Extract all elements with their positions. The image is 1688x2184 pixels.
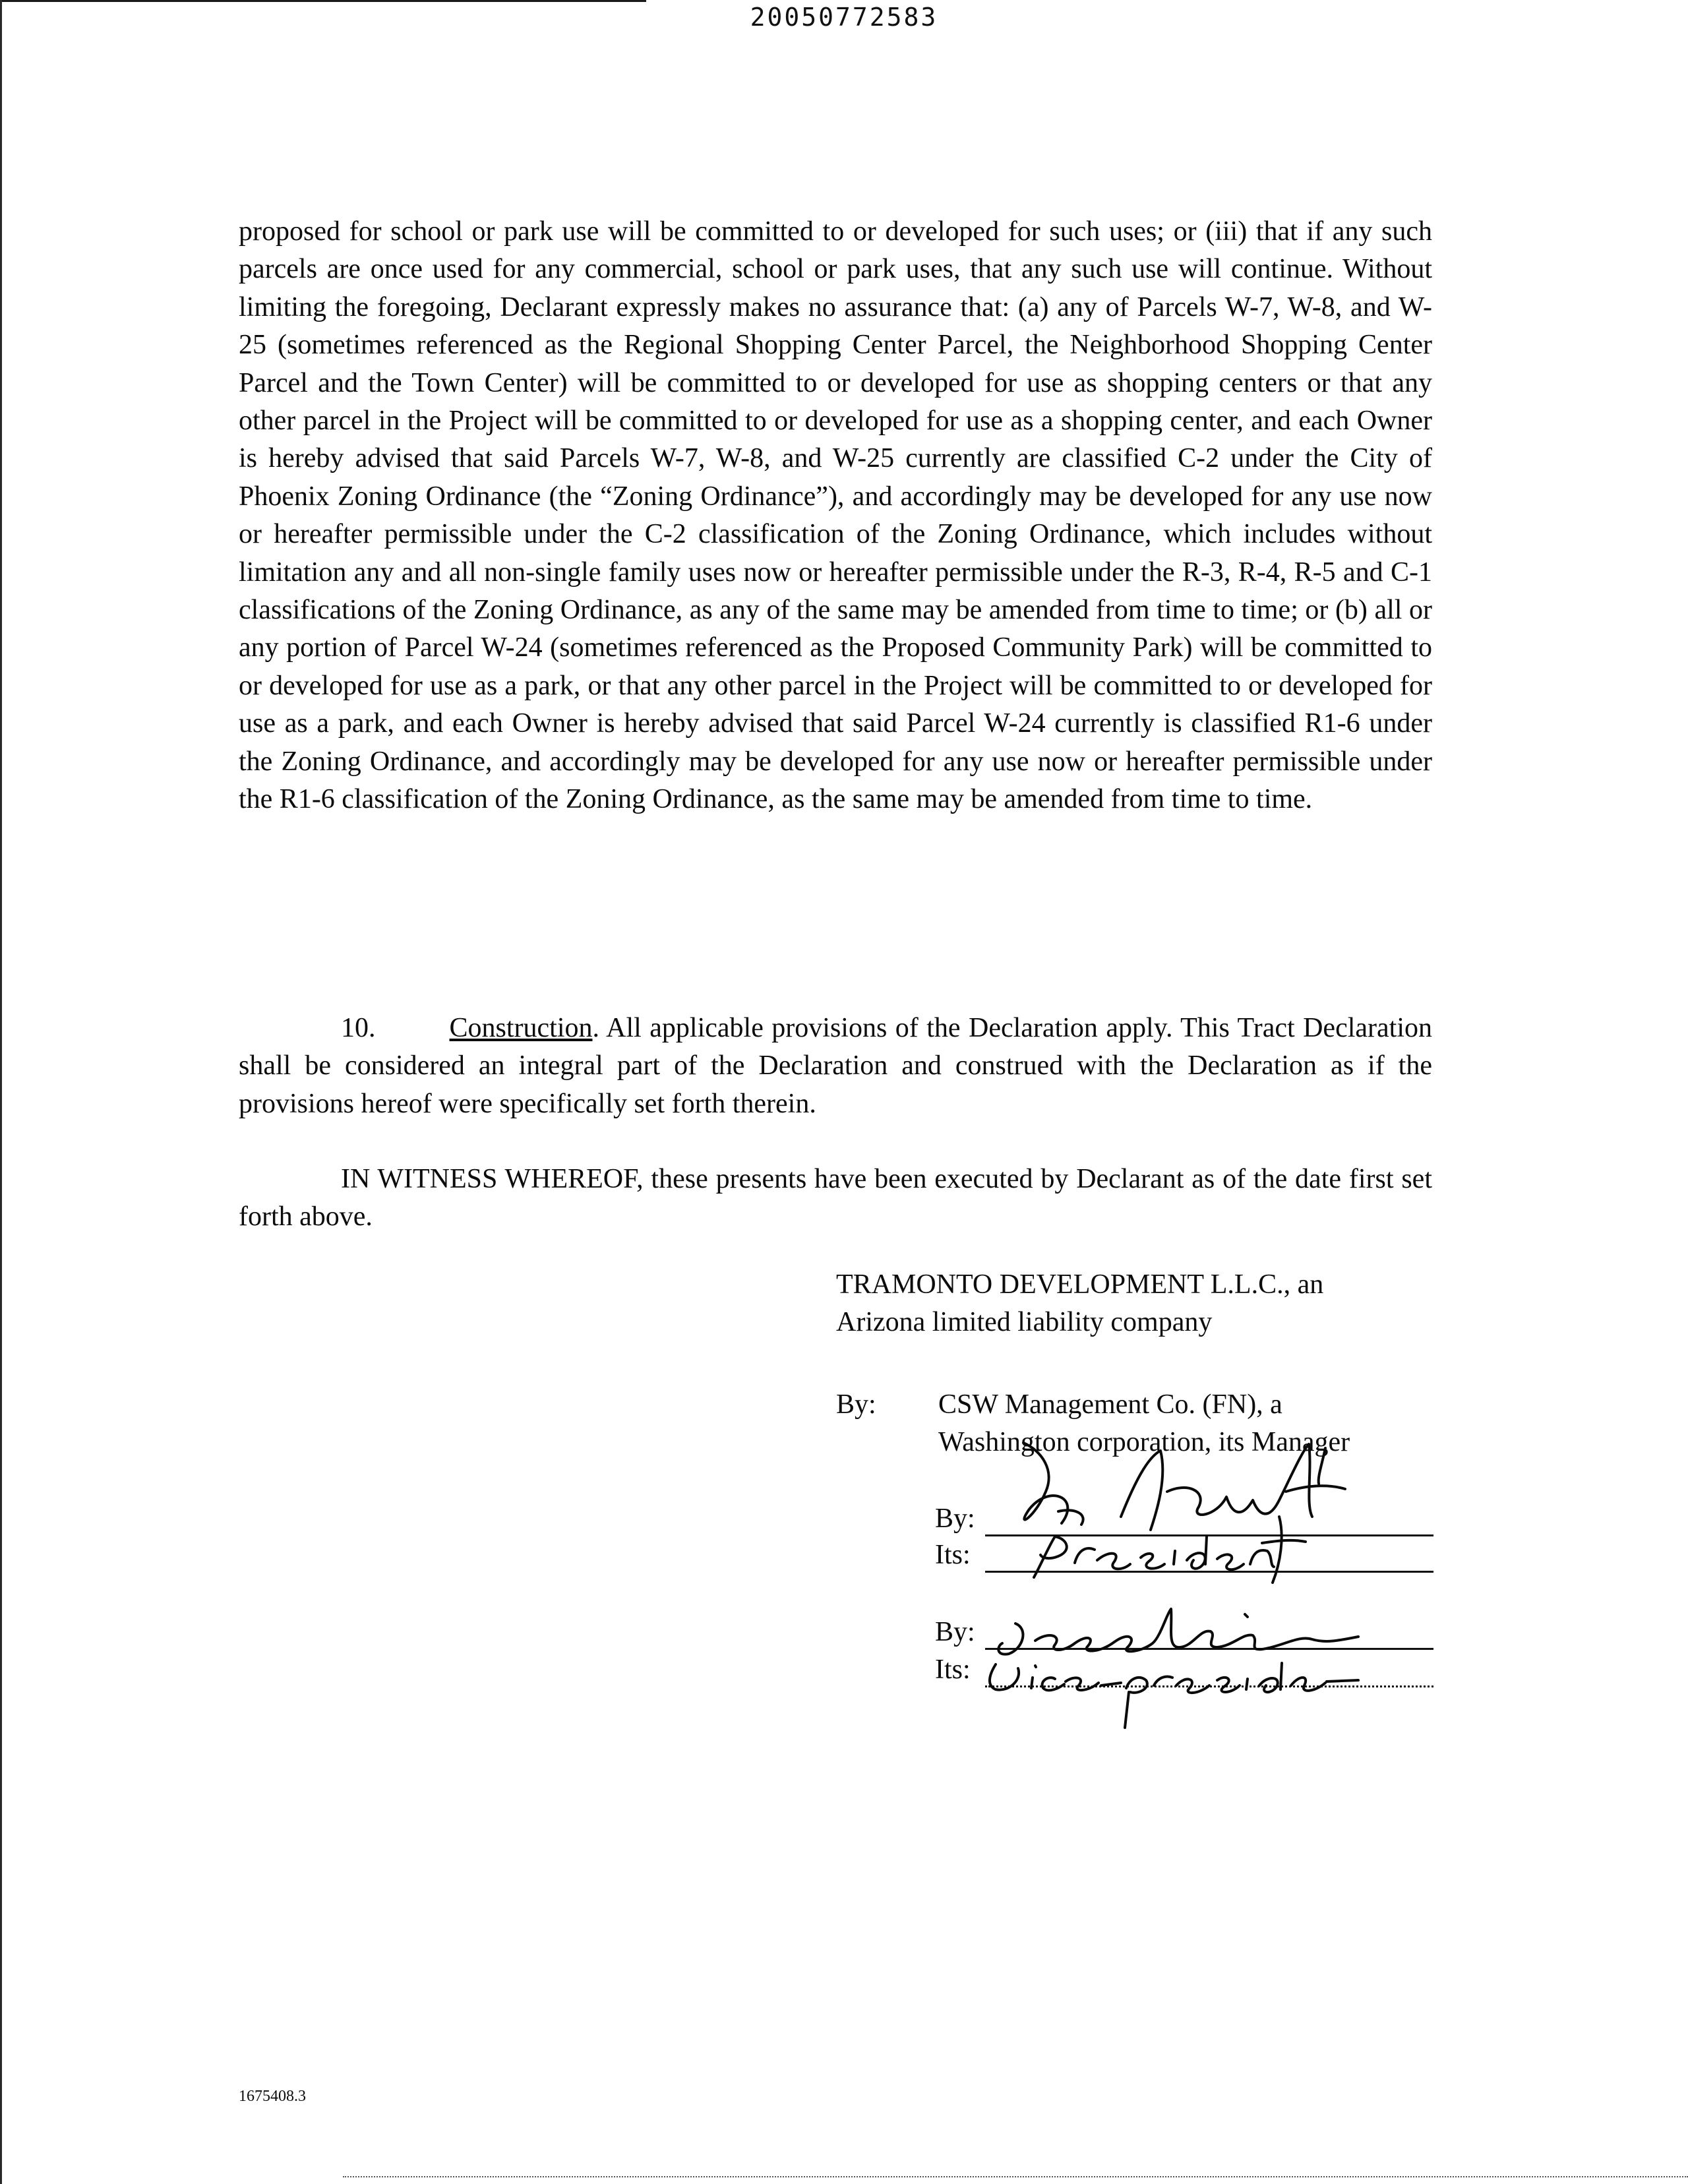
signer1-its-rule <box>985 1571 1433 1573</box>
by-label: By: <box>836 1389 876 1420</box>
section-number: 10. <box>341 1013 376 1043</box>
signer1-title-script <box>1034 1517 1306 1583</box>
scan-edge-left <box>0 0 2 2184</box>
document-id: 1675408.3 <box>239 2088 306 2105</box>
manager-name: CSW Management Co. (FN), a <box>938 1389 1282 1420</box>
company-description: Arizona limited liability company <box>836 1307 1213 1337</box>
signer2-title-script <box>990 1663 1358 1728</box>
signer1-by-rule <box>985 1534 1433 1536</box>
manager-block <box>938 1386 1532 1461</box>
recording-number: 20050772583 <box>750 3 938 32</box>
witness-clause: IN WITNESS WHEREOF, these presents have been executed by Declarant as of the date first set forth above. <box>239 1164 1432 1232</box>
signer2-by-label: By: <box>935 1617 975 1647</box>
scan-edge-bottom <box>343 2176 1688 2179</box>
scan-edge-top <box>0 0 646 2</box>
signer2-by-rule <box>985 1648 1433 1650</box>
signer2-its-label: Its: <box>935 1654 971 1685</box>
section-10-paragraph <box>239 1010 1432 1123</box>
signer1-by-label: By: <box>935 1503 975 1534</box>
continuation-paragraph: proposed for school or park use will be committed to or developed for such uses; or (iii) that if any such parcels are once used for any commercial, school or park uses, that any such use will continue. Without limiting the foregoing, Declarant expressly makes no assurance that: (a) any of Parcels W-7, W-8, and W-25 (sometimes referenced as the Regional Shopping Center Parcel, the Neighborhood Shopping Center Parcel and the Town Center) will be committed to or developed for use as shopping centers or that any other parcel in the Project will be committed to or developed for use as a shopping center, and each Owner is hereby advised that said Parcels W-7, W-8, and W-25 currently are classified C-2 under the City of Phoenix Zoning Ordinance (the “Zoning Ordinance”), and accordingly may be developed for any use now or hereafter permissible under the C-2 classification of the Zoning Ordinance, which includes without limitation any and all non-single family uses now or hereafter permissible under the R-3, R-4, R-5 and C-1 classifications of the Zoning Ordinance, as any of the same may be amended from time to time; or (b) all or any portion of Parcel W-24 (sometimes referenced as the Proposed Community Park) will be committed to or developed for use as a park, or that any other parcel in the Project will be committed to or developed for use as a park, and each Owner is hereby advised that said Parcel W-24 currently is classified R1-6 under the Zoning Ordinance, and accordingly may be developed for any use now or hereafter permissible under the R1-6 classification of the Zoning Ordinance, as the same may be amended from time to time. <box>239 216 1432 815</box>
company-block <box>836 1266 1495 1341</box>
section-heading: Construction <box>449 1013 593 1043</box>
signer2-its-rule <box>985 1685 1433 1687</box>
manager-description: Washington corporation, its Manager <box>938 1427 1350 1457</box>
section-text: . All applicable provisions of the Declaration apply. This Tract Declaration shall be considered an integral part of the Declaration and construed with the Declaration as if the provisions hereof were specifically set forth therein. <box>239 1013 1432 1119</box>
signer1-its-label: Its: <box>935 1540 971 1570</box>
company-name: TRAMONTO DEVELOPMENT L.L.C., an <box>836 1269 1324 1300</box>
